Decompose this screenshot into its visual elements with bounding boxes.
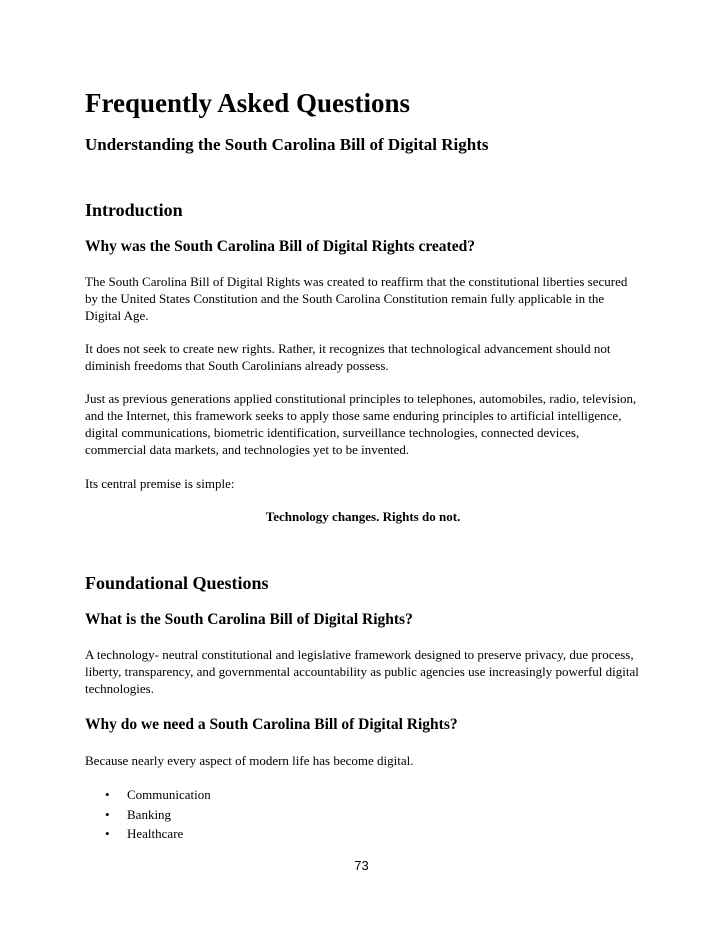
bullet-icon: • [105, 806, 110, 822]
section-heading-introduction: Introduction [85, 200, 183, 220]
list-item-label: Healthcare [127, 826, 184, 841]
paragraph-intro-1: The South Carolina Bill of Digital Rights was created to reaffirm that the constitutional liberties secured by the United States Constitution and the South Carolina Constitution remain fully applicable in the Digital Age. [85, 274, 628, 323]
paragraph-intro-4: Its central premise is simple: [85, 476, 235, 491]
bullet-icon: • [105, 826, 110, 841]
list-item-label: Banking [127, 806, 172, 822]
list-item [85, 785, 641, 805]
page-subtitle: Understanding the South Carolina Bill of Digital Rights [85, 135, 489, 154]
list-item-label: Communication [127, 787, 211, 802]
list-item [85, 805, 641, 825]
paragraph-intro-2: It does not seek to create new rights. Rather, it recognizes that technological advancement should not diminish freedoms that South Carolinians already possess. [85, 341, 611, 373]
paragraph-intro-3: Just as previous generations applied constitutional principles to telephones, automobiles, radio, television, and the Internet, this framework seeks to apply those same enduring principles to artificial intelligence, digital communications, biometric identification, surveillance technologies, connected devices, commercial data markets, and technologies yet to be invented. [85, 391, 637, 457]
section-heading-foundational: Foundational Questions [85, 573, 269, 593]
page-content [85, 86, 641, 844]
answer-what-is: A technology- neutral constitutional and legislative framework designed to preserve privacy, due process, liberty, transparency, and governmental accountability as public agencies use increasingly powerful digital technologies. [85, 647, 639, 696]
list-item [85, 824, 641, 844]
central-premise: Technology changes. Rights do not. [265, 509, 461, 524]
answer-why-need: Because nearly every aspect of modern life has become digital. [85, 753, 414, 768]
page-number: 73 [354, 858, 369, 873]
question-what-is: What is the South Carolina Bill of Digital Rights? [85, 611, 413, 628]
digital-life-list [85, 785, 641, 844]
question-why-created: Why was the South Carolina Bill of Digital Rights created? [85, 238, 475, 255]
page-title: Frequently Asked Questions [85, 88, 411, 118]
bullet-icon: • [105, 787, 110, 802]
question-why-need: Why do we need a South Carolina Bill of Digital Rights? [85, 716, 458, 733]
